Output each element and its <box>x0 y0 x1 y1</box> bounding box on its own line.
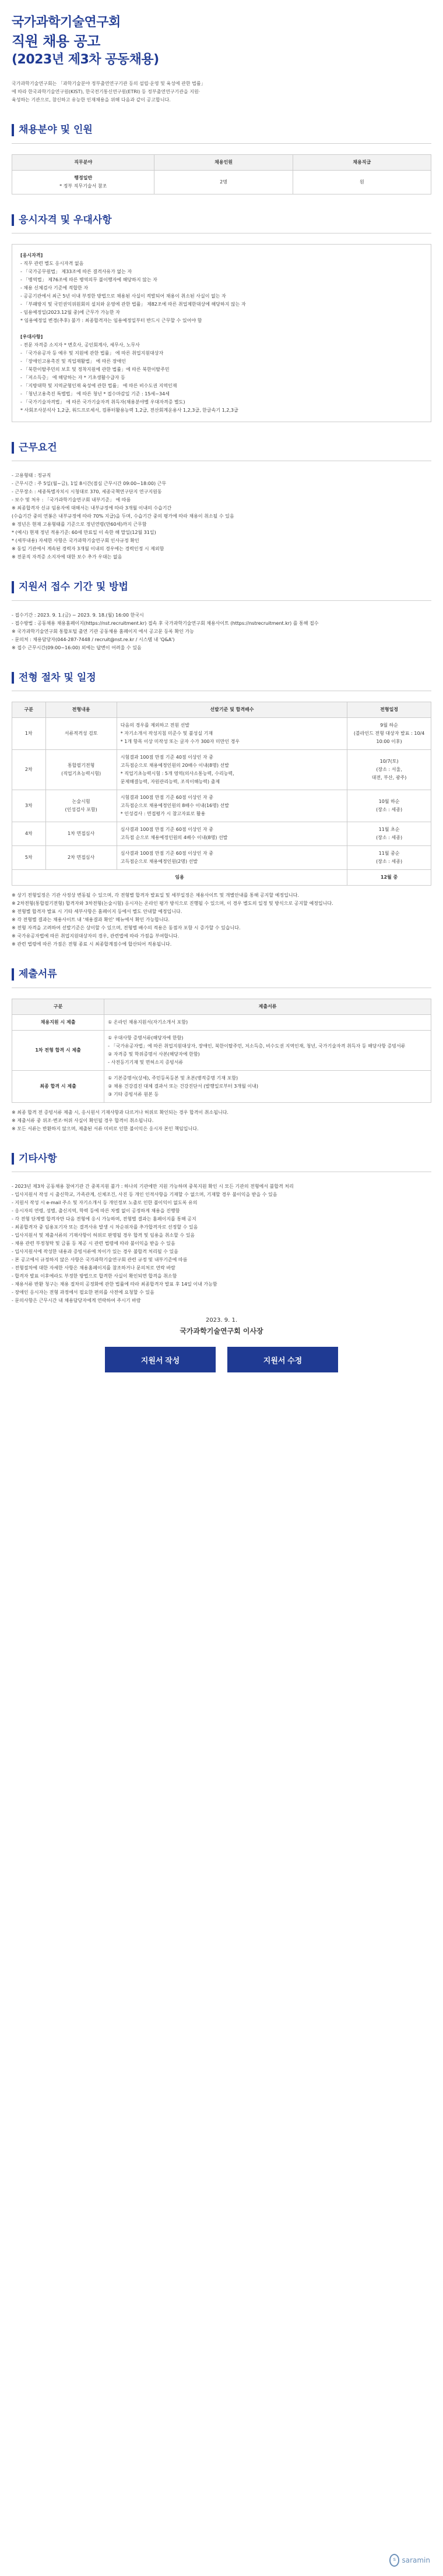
process-step: 2차 <box>12 750 46 790</box>
etc-item: - 입사지원서 및 제출서류의 기재사항이 허위로 판명될 경우 합격 및 임용을 취소할 수 있음 <box>12 1232 195 1238</box>
posting-date: 2023. 9. 1. <box>205 1317 238 1324</box>
action-buttons <box>12 1347 431 1372</box>
process-name: 1차 면접심사 <box>45 822 117 846</box>
table-header: 채용직급 <box>293 154 431 170</box>
table-header: 제출서류 <box>104 999 431 1014</box>
qualifications-box <box>12 244 431 422</box>
final-step-label: 임용 <box>12 870 347 886</box>
etc-item: - 채용 관련 부정청탁 및 금품 등 제공 시 관련 법령에 따라 불이익을 받을 수 있음 <box>12 1240 175 1246</box>
table-row <box>12 846 431 870</box>
qualification-item: - 「국가공무원법」 제33조에 따른 결격사유가 없는 자 <box>20 268 132 274</box>
document-note: ※ 최종 합격 전 증빙서류 제출 시, 응시원서 기재사항과 다르거나 허위로 확인되는 경우 합격이 취소됩니다. <box>12 1109 228 1115</box>
preference-list <box>20 341 423 415</box>
condition-item: - 고용형태 : 정규직 <box>12 473 51 479</box>
application-item: - 접수기간 : 2023. 9. 1.(금) ~ 2023. 9. 18.(월) 16:00 한국시 <box>12 612 144 618</box>
position-field: 행정일반 <box>74 175 93 181</box>
position-count: 2명 <box>154 170 293 194</box>
preference-item: - 「국가기술자격법」 에 따른 국가기술자격 취득자(채용분야별 우대자격증 별도) <box>20 399 185 405</box>
process-note: ※ 상기 전형일정은 기관 사정상 변동될 수 있으며, 각 전형별 합격자 발표일 및 세부일정은 채용사이트 및 개별안내를 통해 공지할 예정입니다. <box>12 893 299 898</box>
table-row <box>12 1030 431 1070</box>
section-process-title: 전형 절차 및 일정 <box>12 672 431 684</box>
final-step-schedule: 12월 중 <box>347 870 431 886</box>
position-field-note: * 정부 직무기술서 참조 <box>59 183 107 189</box>
etc-item: - 본 공고에서 규정하지 않은 사항은 국가과학기술연구회 관련 규정 및 내부기준에 따름 <box>12 1257 188 1262</box>
section-conditions-title: 근무요건 <box>12 442 431 454</box>
process-schedule: 11월 초순 (장소 : 세종) <box>347 822 431 846</box>
process-schedule: 9월 하순 (블라인드 전형 대상자 발표 : 10/4 10:00 이후) <box>347 718 431 750</box>
process-table <box>12 702 431 886</box>
saramin-logo <box>389 2553 430 2568</box>
preference-item: - 「지방대학 및 지역균형인재 육성에 관한 법률」 에 따른 비수도권 지역인재 <box>20 383 177 388</box>
process-name: 2차 면접심사 <box>45 846 117 870</box>
qualification-heading: [응시자격] <box>20 252 43 258</box>
qualification-item: - 임용예정일(2023.12월 중)에 근무가 가능한 자 <box>20 309 120 315</box>
etc-item: - 문의사항은 근무시간 내 채용담당자에게 연락하여 주시기 바람 <box>12 1297 141 1303</box>
condition-item: * (예시) 현재 정년 적용기준: 60세 만료일 이 속한 해 말일(12월 31일) <box>12 530 156 536</box>
posting-org: 국가과학기술연구회 이사장 <box>180 1327 263 1336</box>
process-step: 1차 <box>12 718 46 750</box>
etc-item: - 응시자의 연령, 성별, 출신지역, 학력 등에 따른 차별 없이 공정하게 채용을 진행함 <box>12 1208 180 1213</box>
document-category: 최종 합격 시 제출 <box>12 1070 104 1102</box>
etc-item: - 채용서류 반환 청구는 채용 절차의 공정화에 관한 법률에 따라 최종합격자 발표 후 14일 이내 가능함 <box>12 1281 217 1287</box>
apply-button[interactable]: 지원서 작성 <box>105 1347 216 1372</box>
application-item: - 문의처 : 채용담당자(044-287-7448 / recruit@nst.re.kr / 시스템 내 'Q&A') <box>12 636 175 642</box>
table-header: 전형일정 <box>347 702 431 718</box>
qualification-item: - 「부패방지 및 국민권익위원회의 설치와 운영에 관한 법률」 제82조에 따른 취업제한대상에 해당하지 않는 자 <box>20 301 246 307</box>
process-criteria: 다음의 경우를 제외하고 전원 선발 * 자기소개서 작성지침 미준수 및 불성실 기재 * 1개 항목 이상 미작성 또는 글자 수가 300자 미만인 경우 <box>117 718 347 750</box>
document-note: ※ 제출서류 중 위조·변조·허위 사실이 확인될 경우 합격이 취소됩니다. <box>12 1117 154 1123</box>
process-schedule: 11월 중순 (장소 : 세종) <box>347 846 431 870</box>
document-category: 채용지원 시 제출 <box>12 1014 104 1030</box>
etc-item: - 합격자 발표 이후에라도 부정한 방법으로 합격한 사실이 확인되면 합격을 취소함 <box>12 1273 177 1279</box>
process-criteria: 심사결과 100점 만점 기준 60점 이상인 자 중 고득점순으로 채용예정인원(2명) 선발 <box>117 846 347 870</box>
table-header: 채용인원 <box>154 154 293 170</box>
etc-item: - 각 전형 단계별 합격자만 다음 전형에 응시 가능하며, 전형별 결과는 홈페이지를 통해 공지 <box>12 1216 196 1222</box>
section-etc-title: 기타사항 <box>12 1153 431 1165</box>
positions-table <box>12 154 431 194</box>
process-schedule: 10/7(토) (장소 : 서울, 대전, 부산, 광주) <box>347 750 431 790</box>
section-qualifications-title: 응시자격 및 우대사항 <box>12 214 431 226</box>
qualification-item: - 채용 신체검사 기준에 적합한 자 <box>20 285 89 291</box>
preference-item: - 전문 자격증 소지자 * 변호사, 공인회계사, 세무사, 노무사 <box>20 342 140 348</box>
process-name: 서류적격성 검토 <box>45 718 117 750</box>
table-row <box>12 750 431 790</box>
etc-item: - 전형절차에 대한 자세한 사항은 채용홈페이지를 참조하거나 문의처로 연락 바람 <box>12 1265 175 1271</box>
table-row <box>12 870 431 886</box>
qualification-item: - 「병역법」 제76조에 따른 병역의무 불이행자에 해당하지 않는 자 <box>20 277 157 282</box>
process-step: 3차 <box>12 790 46 822</box>
qualification-list <box>20 260 423 325</box>
table-row <box>12 822 431 846</box>
etc-item: - 지원서 작성 시 e-mail 주소 및 자기소개서 등 개인정보 노출로 인한 불이익이 없도록 유의 <box>12 1199 198 1205</box>
preference-item: * 사회조사분석사 1,2급, 워드프로세서, 컴퓨터활용능력 1,2급, 전산회계운용사 1,2,3급, 한글속기 1,2,3급 <box>20 407 238 413</box>
table-row <box>12 170 431 194</box>
process-note: ※ 각 전형별 결과는 채용사이트 내 '채용결과 확인' 메뉴에서 확인 가능합니다. <box>12 917 170 923</box>
process-note: ※ 국가유공자법에 따른 취업지원대상자의 경우, 관련법에 따라 가점을 부여합니다. <box>12 933 180 939</box>
table-row <box>12 1070 431 1102</box>
table-header: 직무분야 <box>12 154 154 170</box>
process-name: 논술시험 (인성검사 포함) <box>45 790 117 822</box>
posting-title: 직원 채용 공고 <box>12 33 100 49</box>
condition-item: ※ 동일 기관에서 계속된 경력자 3개월 이내의 경우에는 경력인정 시 제외함 <box>12 546 164 552</box>
logo-icon: s <box>389 2554 399 2567</box>
application-item: ※ 접수 근무시간(09:00~16:00) 외에는 답변이 어려울 수 있음 <box>12 645 142 650</box>
document-note: ※ 모든 서류는 반환하지 않으며, 제출된 서류 미비로 인한 불이익은 응시자 본인 책임입니다. <box>12 1126 199 1131</box>
process-note: ※ 관련 법령에 따른 가점은 전형 종료 시 최종합계점수에 합산되어 적용됩니다. <box>12 942 172 947</box>
etc-item: - 입사지원서 작성 시 출신학교, 가족관계, 신체조건, 사진 등 개인 인적사항을 기재할 수 없으며, 기재할 경우 불이익을 받을 수 있음 <box>12 1191 277 1197</box>
table-row <box>12 718 431 750</box>
etc-item: - 2023년 제3차 공동채용 참여기관 간 중복지원 불가 : 하나의 기관에만 지원 가능하며 중복지원 확인 시 모든 기관의 전형에서 불합격 처리 <box>12 1183 294 1189</box>
documents-table <box>12 999 431 1103</box>
condition-item: - 근무시간 : 주 5일(월~금), 1일 8시간(점심 근무시간 09:00~18:00) 근무 <box>12 481 167 487</box>
process-criteria: 심사결과 100점 만점 기준 60점 이상인 자 중 고득점 순으로 채용예정인원의 4배수 이내(8명) 선발 <box>117 822 347 846</box>
section-application-title: 지원서 접수 기간 및 방법 <box>12 581 431 593</box>
condition-item: - 근무장소 : 세종특별자치시 시청대로 370, 세종국책연구단지 연구지원동 <box>12 489 162 495</box>
condition-item: (수습기간 중의 연봉은 내부규정에 따라 70% 지급)을 두며, 수습기간 중의 평가에 따라 채용이 취소될 수 있음 <box>12 514 234 519</box>
etc-item: - 최종합격자 중 임용포기자 또는 결격사유 발생 시 차순위자를 추가합격자로 선정할 수 있음 <box>12 1224 198 1230</box>
process-notes <box>12 891 431 949</box>
process-criteria: 시험결과 100점 만점 기준 40점 이상인 자 중 고득점순으로 채용예정인원의 20배수 이내(8명) 선발 * 직업기초능력시험 : 5개 영역(의사소통능력, 수리능력, 문제해결능력, 자원관리능력, 조직이해능력) 출제 <box>117 750 347 790</box>
preference-item: - 「북한이탈주민의 보호 및 정착지원에 관한 법률」에 따른 북한이탈주민 <box>20 366 170 372</box>
edit-application-button[interactable]: 지원서 수정 <box>227 1347 338 1372</box>
position-grade: 원 <box>293 170 431 194</box>
process-step: 5차 <box>12 846 46 870</box>
process-note: ※ 2차전형(통합필기전형) 합격자와 3차전형(논술시험) 응시자는 온라인 평가 방식으로 진행될 수 있으며, 이 경우 별도의 일정 및 방식으로 공지할 예정입니다. <box>12 901 333 907</box>
logo-text: saramin <box>402 2556 430 2564</box>
application-list <box>12 611 431 652</box>
condition-item: - 보수 및 처우 : 「국가과학기술연구회 내부기준」 에 따름 <box>12 497 131 503</box>
etc-list <box>12 1183 431 1305</box>
table-header: 선발기준 및 합격배수 <box>117 702 347 718</box>
qualification-item: - 직무 관련 별도 응시자격 없음 <box>20 260 84 266</box>
document-list: ① 온라인 채용지원서(자기소개서 포함) <box>104 1014 431 1030</box>
table-row <box>12 1014 431 1030</box>
document-category: 1차 전형 합격 시 제출 <box>12 1030 104 1070</box>
preference-item: - 「국가유공자 등 예우 및 지원에 관한 법률」 에 따른 취업지원대상자 <box>20 350 164 356</box>
section-documents-title: 제출서류 <box>12 968 431 980</box>
divider <box>12 600 431 601</box>
process-note: ※ 전형별 합격자 발표 시 기타 세부사항은 홈페이지 등에서 별도 안내할 예정입니다. <box>12 909 182 915</box>
application-item: - 접수방법 : 공동채용 채용홈페이지(https://nst.recruitment.kr) 접속 후 국가과학기술연구회 채용사이트 (https://nstrecruitment.kr) 를 통해 접수 <box>12 620 319 626</box>
condition-item: * (세부내용) 자세한 사항은 국가과학기술연구회 인사규정 확인 <box>12 538 139 544</box>
posting-subtitle: (2023년 제3차 공동채용) <box>12 52 159 68</box>
table-header: 전형내용 <box>45 702 117 718</box>
table-row <box>12 790 431 822</box>
process-schedule: 10월 하순 (장소 : 세종) <box>347 790 431 822</box>
etc-item: - 입사지원서에 작성한 내용과 증빙서류에 차이가 있는 경우 불합격 처리될 수 있음 <box>12 1248 178 1254</box>
condition-item: ※ 최종합격자 신규 임용자에 대해서는 내부규정에 따라 3개월 이내의 수습기간 <box>12 505 172 511</box>
section-positions-title: 채용분야 및 인원 <box>12 124 431 136</box>
process-note: ※ 전형 자격을 고려하여 선발기준은 상이할 수 있으며, 전형별 배수의 적용은 동점자 포함 시 증가할 수 있습니다. <box>12 925 241 931</box>
document-list: ① 우대사항 증명서류(해당자에 한함) - 「국가유공자법」에 따른 취업지원대상자, 장애인, 북한이탈주민, 저소득층, 비수도권 지역인재, 청년, 국가기술자격 취득자 등 해당사항 증빙서류 ② 자격증 및 학위증명서 사본(해당자에 한함) - 사전등기기재 및 면허소지 증빙서류 <box>104 1030 431 1070</box>
qualification-item: * 임용예정일 변경(추후) 불가 : 최종합격자는 임용예정일부터 반드시 근무할 수 있어야 함 <box>20 317 202 323</box>
process-name: 통합필기전형 (직업기초능력시험) <box>45 750 117 790</box>
process-step: 4차 <box>12 822 46 846</box>
documents-notes <box>12 1109 431 1133</box>
process-criteria: 시험결과 100점 만점 기준 60점 이상인 자 중 고득점순으로 채용예정인원의 8배수 이내(16명) 선발 * 인성검사 : 면접평가 시 참고자료로 활용 <box>117 790 347 822</box>
org-name: 국가과학기술연구회 <box>12 15 121 30</box>
application-item: ※ 국가과학기술연구회 통합포털 출연 기관 공동채용 홈페이지 에서 공고문 등록 확인 가능 <box>12 628 194 634</box>
divider <box>12 143 431 144</box>
intro-text: 국가과학기술연구회는 「과학기술분야 정부출연연구기관 등의 설립·운영 및 육성에 관한 법률」에 따라 한국과학기술연구원(KIST), 한국전기통신연구원(ETRI) 등 정부출연연구기관을 지원·육성하는 기관으로, 참신하고 유능한 인재채용을 위해 다음과 같이 공고합니다. <box>12 81 203 103</box>
qualification-item: - 공공기관에서 최근 5년 이내 부정한 방법으로 채용된 사실이 적발되어 채용이 취소된 사실이 없는 자 <box>20 293 226 299</box>
preference-item: - 「장애인고용촉진 및 직업재활법」 에 따른 장애인 <box>20 358 126 364</box>
preference-item: - 「청년고용촉진 특별법」 에 따른 청년 * 접수마감일 기준 : 15세~34세 <box>20 391 170 397</box>
condition-item: ※ 전문직 자격증 소지자에 대한 보수 추가 우대는 없음 <box>12 554 122 560</box>
conditions-list <box>12 472 431 561</box>
etc-item: - 장애인 응시자는 전형 과정에서 필요한 편의를 사전에 요청할 수 있음 <box>12 1289 154 1295</box>
table-header: 구분 <box>12 999 104 1014</box>
table-header: 구분 <box>12 702 46 718</box>
document-list: ① 기본증명서(상세), 주민등록등본 및 초본(병적증명 기재 포함) ② 채용 건강검진 대체 결과서 또는 건강진단서 (발행일로부터 3개월 이내) ③ 기타 증빙서류 원본 등 <box>104 1070 431 1102</box>
preference-heading: [우대사항] <box>20 334 43 339</box>
condition-item: ※ 정년은 현재 고용형태를 기준으로 정년연령(만60세)까지 근무함 <box>12 522 147 528</box>
preference-item: - 「저소득층」 에 해당하는 자 * 기초생활수급자 등 <box>20 374 125 380</box>
